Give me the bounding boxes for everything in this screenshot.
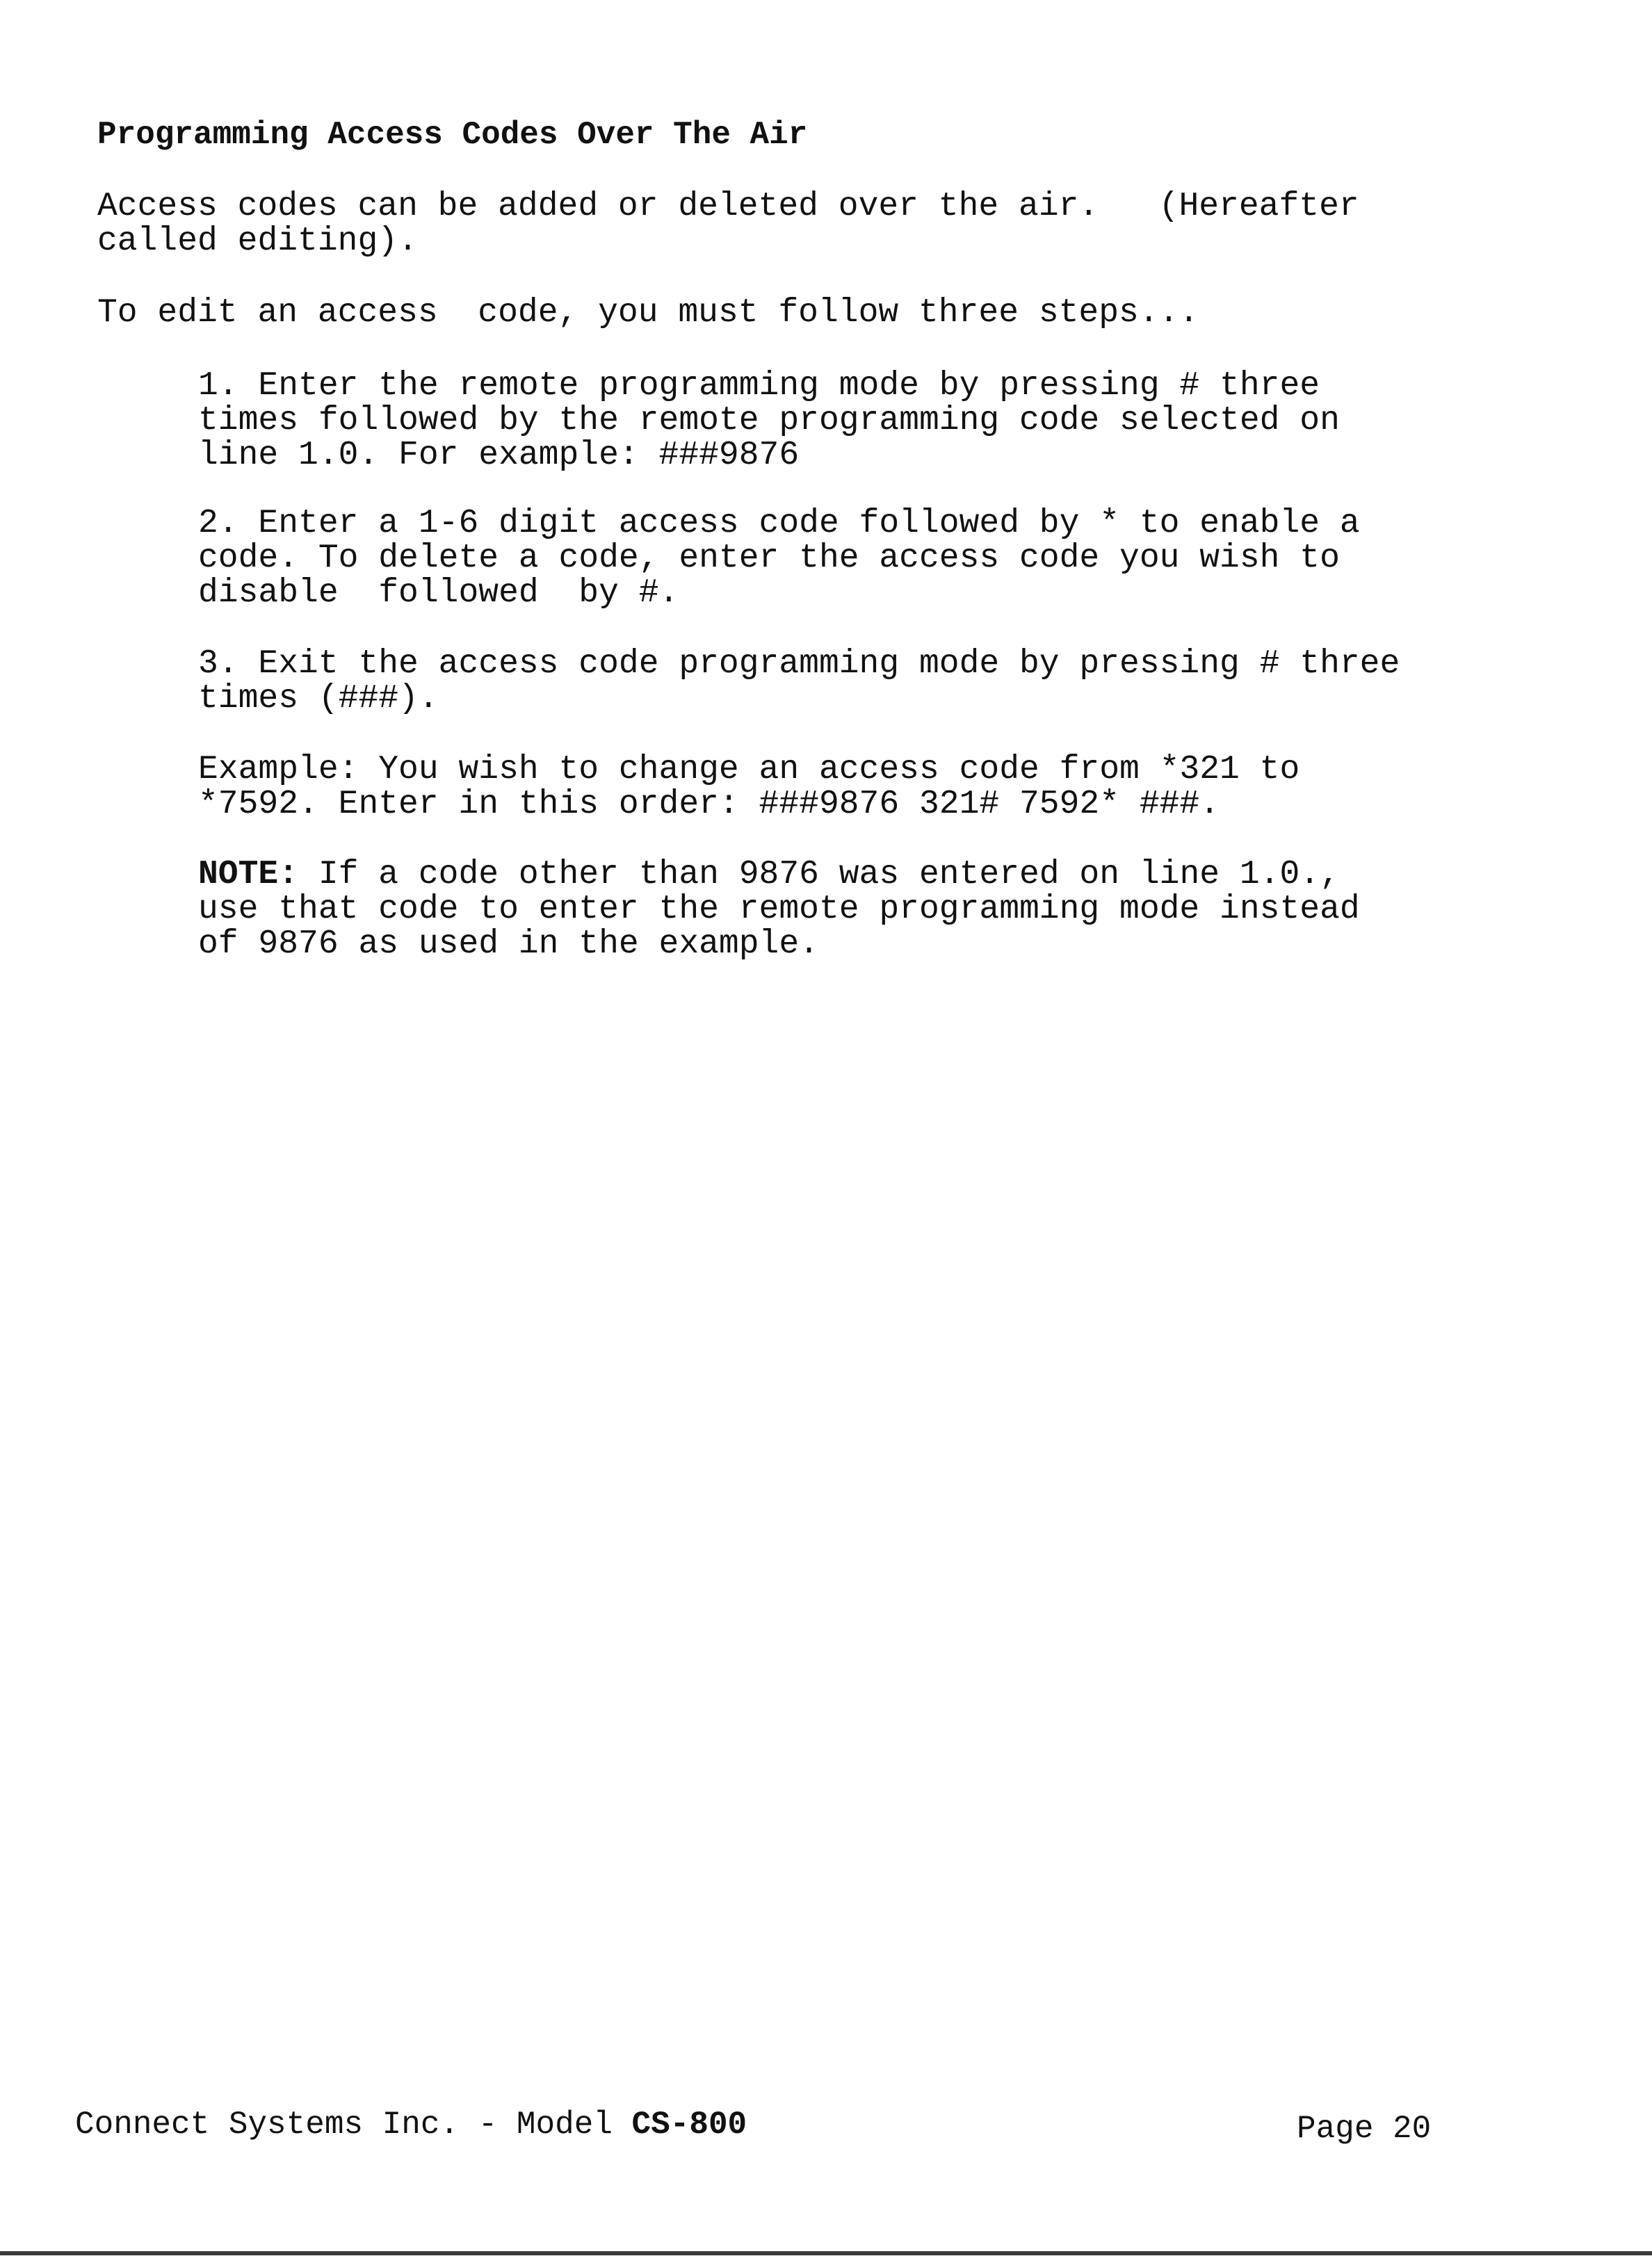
step-3: 3. Exit the access code programming mode by pressing # three times (###). (198, 645, 1400, 717)
step-1: 1. Enter the remote programming mode by pressing # three times followed by the remote programming code selected on line 1.0. For example: ###9876 (198, 367, 1340, 474)
note-label: NOTE: (198, 856, 299, 893)
step-2: 2. Enter a 1-6 digit access code followed by * to enable a code. To delete a code, enter the access code you wish to disable followed by #. (198, 505, 1360, 612)
footer-company-text: Connect Systems Inc. - Model (75, 2107, 632, 2143)
note-text: If a code other than 9876 was entered on line 1.0., use that code to enter the remote programming mode instead of 9876 as used in the example. (198, 856, 1360, 963)
edit-instructions-paragraph: To edit an access code, you must follow three steps... (97, 294, 1199, 332)
note-paragraph (198, 857, 1360, 962)
intro-paragraph: Access codes can be added or deleted over the air. (Hereafter called editing). (97, 188, 1359, 260)
footer-model: CS-800 (631, 2107, 747, 2143)
footer-company (75, 2107, 747, 2143)
example-paragraph: Example: You wish to change an access code from *321 to *7592. Enter in this order: ###9876 321# 7592* ###. (198, 751, 1300, 823)
page-number: Page 20 (1297, 2111, 1432, 2147)
section-heading: Programming Access Codes Over The Air (97, 117, 808, 153)
bottom-divider (0, 2251, 1652, 2255)
